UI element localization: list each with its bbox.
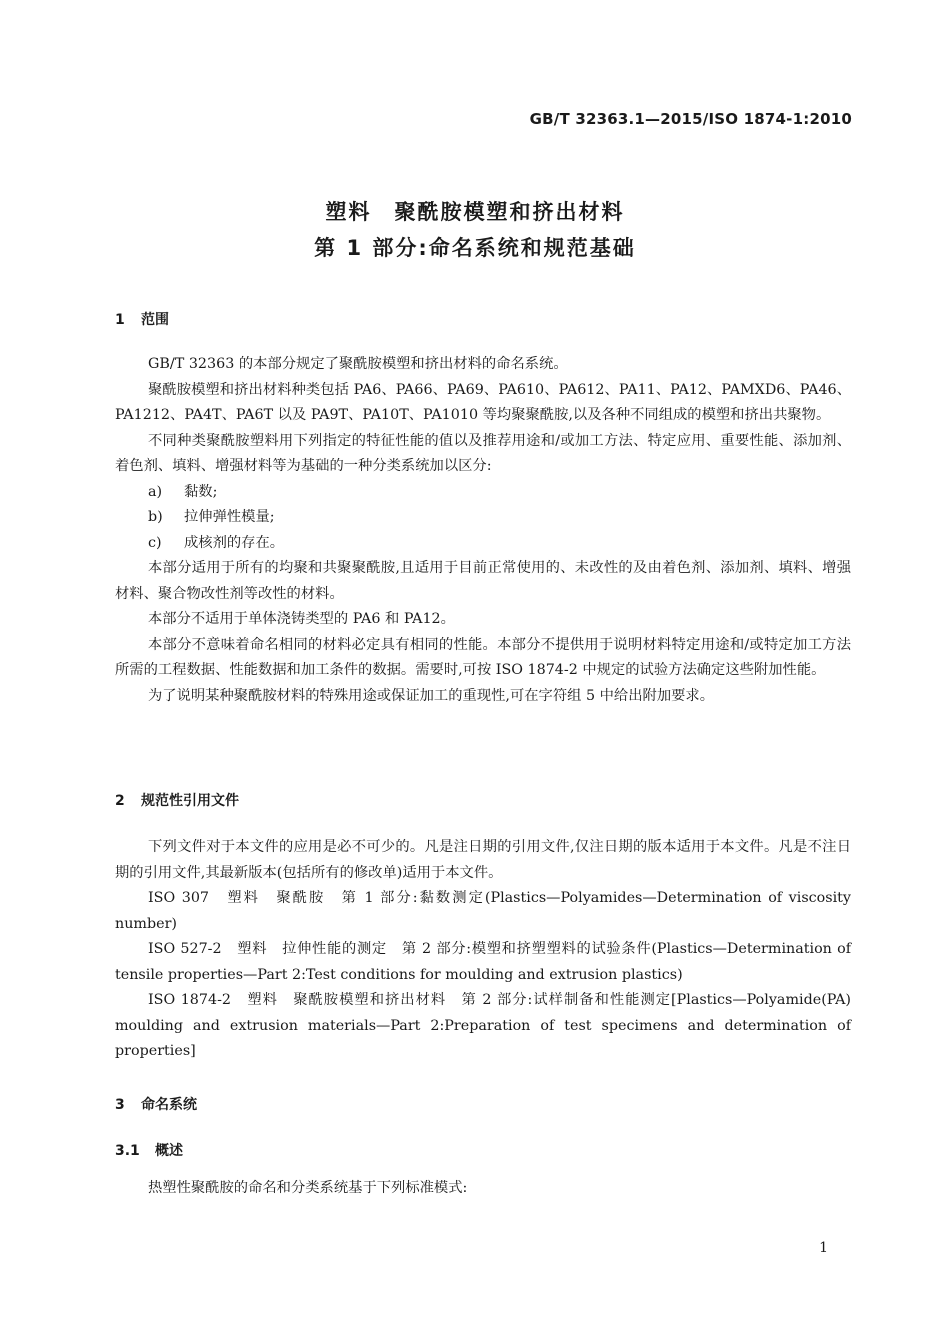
list-item (115, 531, 851, 557)
reference-entry: ISO 527-2 塑料 拉伸性能的测定 第 2 部分:模塑和挤塑塑料的试验条件(Plastics—Determination of tensile properties—Part 2:Test conditions for moulding and extrusion plastics) (115, 941, 851, 983)
paragraph: GB/T 32363 的本部分规定了聚酰胺模塑和挤出材料的命名系统。 (148, 356, 568, 372)
standard-code: GB/T 32363.1—2015/ISO 1874-1:2010 (529, 110, 852, 128)
subsection-number: 3.1 (115, 1143, 140, 1159)
section-title: 规范性引用文件 (141, 793, 239, 809)
subsection-title: 概述 (155, 1143, 183, 1159)
list-item (115, 480, 851, 506)
paragraph: 不同种类聚酰胺塑料用下列指定的特征性能的值以及推荐用途和/或加工方法、特定应用、重要性能、添加剂、着色剂、填料、增强材料等为基础的一种分类系统加以区分: (115, 432, 851, 474)
section-title: 范围 (141, 312, 169, 328)
paragraph: 本部分不适用于单体浇铸类型的 PA6 和 PA12。 (148, 611, 455, 627)
paragraph: 本部分适用于所有的均聚和共聚聚酰胺,且适用于目前正常使用的、未改性的及由着色剂、添加剂、填料、增强材料、聚合物改性剂等改性的材料。 (115, 560, 851, 602)
section-3-heading (115, 1094, 197, 1114)
reference-entry: ISO 1874-2 塑料 聚酰胺模塑和挤出材料 第 2 部分:试样制备和性能测定[Plastics—Polyamide(PA) moulding and extrusion materials—Part 2:Preparation of test specimens and determination of properties] (115, 992, 851, 1059)
section-number: 2 (115, 793, 125, 809)
paragraph: 本部分不意味着命名相同的材料必定具有相同的性能。本部分不提供用于说明材料特定用途和/或特定加工方法所需的工程数据、性能数据和加工条件的数据。需要时,可按 ISO 1874-2 中规定的试验方法确定这些附加性能。 (115, 636, 851, 678)
paragraph: 聚酰胺模塑和挤出材料种类包括 PA6、PA66、PA69、PA610、PA612、PA11、PA12、PAMXD6、PA46、PA1212、PA4T、PA6T 以及 PA9T、PA10T、PA1010 等均聚聚酰胺,以及各种不同组成的模塑和挤出共聚物。 (115, 381, 851, 423)
list-text: 成核剂的存在。 (184, 534, 285, 551)
document-title-line1: 塑料 聚酰胺模塑和挤出材料 (325, 200, 625, 224)
list-text: 黏数; (184, 483, 218, 500)
page-number: 1 (819, 1240, 828, 1256)
list-marker: c) (148, 534, 162, 551)
section-2-heading (115, 790, 239, 810)
section-title: 命名系统 (141, 1097, 197, 1113)
section-number: 1 (115, 312, 125, 328)
section-number: 3 (115, 1097, 125, 1113)
paragraph: 热塑性聚酰胺的命名和分类系统基于下列标准模式: (148, 1180, 468, 1196)
reference-entry: ISO 307 塑料 聚酰胺 第 1 部分:黏数测定(Plastics—Polyamides—Determination of viscosity number) (115, 890, 851, 932)
list-item (115, 505, 851, 531)
subsection-3-1-body (115, 1176, 851, 1202)
list-text: 拉伸弹性模量; (184, 509, 275, 525)
paragraph: 为了说明某种聚酰胺材料的特殊用途或保证加工的重现性,可在字符组 5 中给出附加要求。 (148, 687, 715, 704)
list-marker: a) (148, 483, 163, 500)
section-2-body (115, 835, 851, 1065)
subsection-3-1-heading (115, 1140, 183, 1160)
section-1-body (115, 352, 851, 709)
section-1-heading (115, 309, 169, 329)
document-title-line2: 第 1 部分:命名系统和规范基础 (314, 236, 636, 260)
list-marker: b) (148, 509, 163, 525)
paragraph: 下列文件对于本文件的应用是必不可少的。凡是注日期的引用文件,仅注日期的版本适用于本文件。凡是不注日期的引用文件,其最新版本(包括所有的修改单)适用于本文件。 (115, 839, 851, 881)
